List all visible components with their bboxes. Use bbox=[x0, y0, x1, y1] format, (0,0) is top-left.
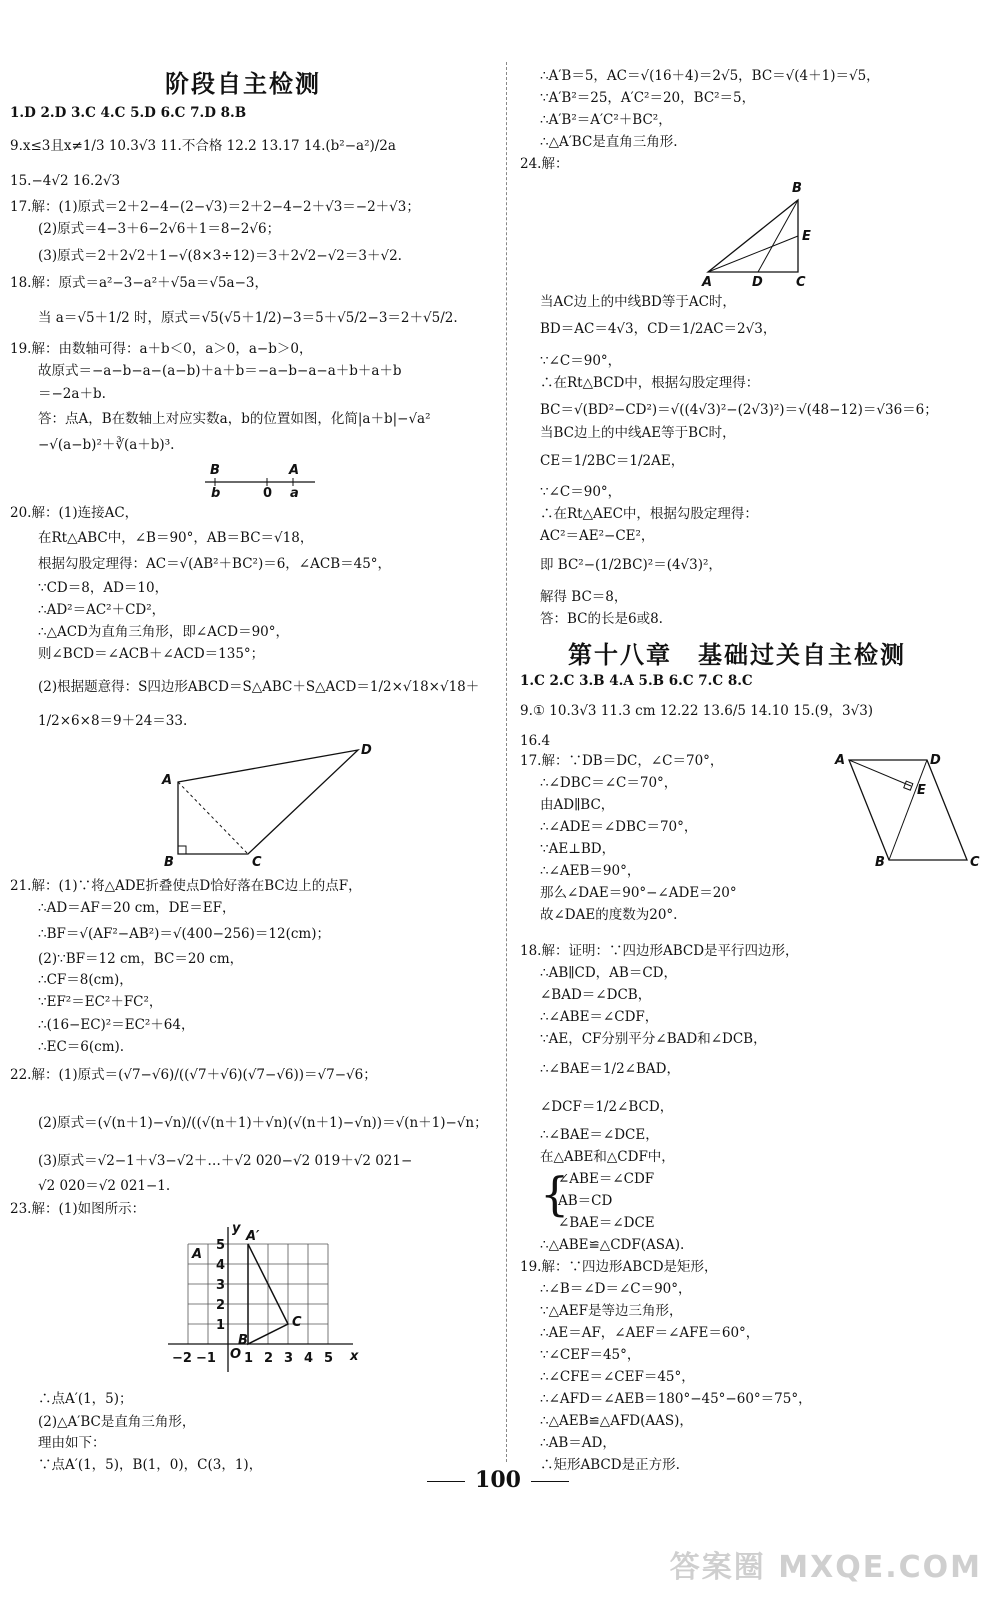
answer-line: 答：BC的长是6或8. bbox=[540, 611, 663, 627]
answer-line: √2 020＝√2 021−1. bbox=[38, 1178, 171, 1194]
answer-line: 当BC边上的中线AE等于BC时， bbox=[540, 425, 736, 441]
answer-line: CE＝1/2BC＝1/2AE， bbox=[540, 453, 685, 469]
answer-line: (2)根据题意得：S四边形ABCD＝S△ABC＋S△ACD＝1/2×√18×√18＋ bbox=[38, 679, 480, 695]
tick-label: 0 bbox=[263, 486, 273, 501]
answer-line: AC²＝AE²−CE²， bbox=[540, 528, 655, 544]
vertex-label: D bbox=[930, 753, 941, 768]
answer-line: ∴矩形ABCD是正方形. bbox=[540, 1457, 680, 1473]
page-number-dash bbox=[531, 1481, 569, 1482]
answer-line: 在△ABE和△CDF中， bbox=[540, 1149, 675, 1165]
answer-line: ∴AD²＝AC²＋CD²， bbox=[38, 602, 166, 618]
tick-label: 5 bbox=[324, 1351, 334, 1366]
parallelogram-figure bbox=[835, 748, 985, 873]
tick-label: 2 bbox=[216, 1298, 226, 1313]
answer-line: ∴∠ABE＝∠CDF， bbox=[540, 1009, 659, 1025]
answer-line: ∴∠CFE＝∠CEF＝45°， bbox=[540, 1369, 695, 1385]
tick-label: 4 bbox=[216, 1258, 226, 1273]
answer-line: ∴∠B＝∠D＝∠C＝90°， bbox=[540, 1281, 692, 1297]
answer-line: AB＝CD bbox=[558, 1193, 613, 1209]
origin-label: O bbox=[230, 1347, 242, 1362]
answer-line: ∴点A′(1，5)； bbox=[38, 1391, 133, 1407]
answer-line: ∴△AEB≌△AFD(AAS)， bbox=[540, 1413, 693, 1429]
answer-line: ∵∠CEF＝45°， bbox=[540, 1347, 641, 1363]
answer-line: ∵点A′(1，5)，B(1，0)，C(3，1)， bbox=[38, 1457, 263, 1473]
point-label: B bbox=[210, 463, 220, 478]
answer-line: ∴在Rt△AEC中，根据勾股定理得： bbox=[540, 506, 758, 522]
answer-line: 18.解：原式＝a²−3−a²＋√5a＝√5a−3， bbox=[10, 275, 268, 291]
answer-line: 根据勾股定理得：AC＝√(AB²＋BC²)＝6，∠ACB＝45°， bbox=[38, 556, 392, 572]
answer-line: ∴∠BAE＝1/2∠BAD， bbox=[540, 1061, 680, 1077]
tick-label: 3 bbox=[284, 1351, 294, 1366]
triangle-figure bbox=[700, 180, 840, 290]
vertex-label: C bbox=[970, 855, 980, 870]
tick-label: 3 bbox=[216, 1278, 226, 1293]
answer-line: ∴∠DBC＝∠C＝70°， bbox=[540, 775, 678, 791]
answer-line: ∵EF²＝EC²＋FC²， bbox=[38, 994, 163, 1010]
answer-line: ∴△ACD为直角三角形，即∠ACD＝90°， bbox=[38, 624, 290, 640]
page-number-dash bbox=[427, 1481, 465, 1482]
vertex-label: D bbox=[361, 743, 372, 758]
point-label: C bbox=[292, 1315, 302, 1330]
answer-line: (2)原式＝(√(n＋1)−√n)/((√(n＋1)＋√n)(√(n＋1)−√n))＝√(n＋1)−√n； bbox=[38, 1115, 488, 1131]
vertex-label: E bbox=[917, 783, 926, 798]
tick-label: 4 bbox=[304, 1351, 314, 1366]
answer-line: 答：点A，B在数轴上对应实数a，b的位置如图，化简|a＋b|−√a² bbox=[38, 411, 431, 427]
answer-line: ∠ABE＝∠CDF bbox=[558, 1171, 655, 1187]
answer-line: ∴A′B＝5，AC＝√(16＋4)＝2√5，BC＝√(4＋1)＝√5， bbox=[540, 68, 880, 84]
answer-line: (2)∵BF＝12 cm，BC＝20 cm， bbox=[38, 951, 244, 967]
answer-line: ∵AE⊥BD， bbox=[540, 841, 616, 857]
answer-line: 9.x≤3且x≠1/3 10.3√3 11.不合格 12.2 13.17 14.(b²−a²)/2a bbox=[10, 138, 396, 154]
vertex-label: A bbox=[702, 275, 713, 290]
answer-line: 1.C 2.C 3.B 4.A 5.B 6.C 7.C 8.C bbox=[520, 673, 753, 689]
page-number-text: 100 bbox=[475, 1467, 521, 1493]
answer-line: 9.① 10.3√3 11.3 cm 12.22 13.6/5 14.10 15.(9，3√3) bbox=[520, 703, 874, 719]
vertex-label: B bbox=[875, 855, 885, 870]
vertex-label: B bbox=[792, 181, 802, 196]
watermark: 答案圈 MXQE.COM bbox=[669, 1550, 982, 1585]
tick-label: 1 bbox=[244, 1351, 254, 1366]
answer-line: ∵AE，CF分别平分∠BAD和∠DCB， bbox=[540, 1031, 767, 1047]
answer-line: BD＝AC＝4√3，CD＝1/2AC＝2√3， bbox=[540, 321, 777, 337]
answer-line: ∴BF＝√(AF²−AB²)＝√(400−256)＝12(cm)； bbox=[38, 926, 330, 942]
answer-line: ∴∠AEB＝90°， bbox=[540, 863, 641, 879]
answer-line: ∵∠C＝90°， bbox=[540, 353, 622, 369]
vertex-label: A bbox=[162, 773, 173, 788]
answer-line: 故∠DAE的度数为20°. bbox=[540, 907, 678, 923]
point-label: B bbox=[238, 1333, 248, 1348]
answer-line: 15.−4√2 16.2√3 bbox=[10, 173, 121, 189]
answer-line: 1/2×6×8＝9＋24＝33. bbox=[38, 713, 188, 729]
axis-label: y bbox=[232, 1221, 241, 1236]
number-line-figure bbox=[205, 462, 335, 501]
vertex-label: C bbox=[252, 855, 262, 870]
answer-line: ∴AD＝AF＝20 cm，DE＝EF， bbox=[38, 900, 236, 916]
point-label: A bbox=[289, 463, 300, 478]
tick-label: 1 bbox=[216, 1318, 226, 1333]
answer-line: 当 a＝√5＋1/2 时，原式＝√5(√5＋1/2)−3＝5＋√5/2−3＝2＋√5/2. bbox=[38, 310, 458, 326]
answer-line: ∴AE＝AF，∠AEF＝∠AFE＝60°， bbox=[540, 1325, 760, 1341]
answer-line: ∵A′B²＝25，A′C²＝20，BC²＝5， bbox=[540, 90, 756, 106]
answer-line: ∴EC＝6(cm). bbox=[38, 1039, 125, 1055]
answer-line: 18.解：证明：∵四边形ABCD是平行四边形， bbox=[520, 943, 799, 959]
tick-label: −2 bbox=[172, 1351, 192, 1366]
answer-line: 22.解：(1)原式＝(√7−√6)/((√7＋√6)(√7−√6))＝√7−√6； bbox=[10, 1067, 377, 1083]
answer-line: 19.解：∵四边形ABCD是矩形， bbox=[520, 1259, 718, 1275]
answer-line: 1.D 2.D 3.C 4.C 5.D 6.C 7.D 8.B bbox=[10, 105, 247, 121]
answer-line: 17.解：(1)原式＝2＋2−4−(2−√3)＝2＋2−4−2＋√3＝−2＋√3； bbox=[10, 199, 420, 215]
answer-line: 则∠BCD＝∠ACB＋∠ACD＝135°； bbox=[38, 646, 265, 662]
answer-line: ＝−2a＋b. bbox=[38, 386, 106, 402]
answer-line: 20.解：(1)连接AC， bbox=[10, 505, 139, 521]
quadrilateral-figure bbox=[158, 742, 378, 872]
tick-label: a bbox=[290, 486, 299, 501]
answer-line: ∵△AEF是等边三角形， bbox=[540, 1303, 683, 1319]
vertex-label: A bbox=[835, 753, 846, 768]
answer-line: ∴∠AFD＝∠AEB＝180°−45°−60°＝75°， bbox=[540, 1391, 812, 1407]
answer-line: (3)原式＝2＋2√2＋1−√(8×3÷12)＝3＋2√2−√2＝3＋√2. bbox=[38, 248, 402, 264]
answer-line: (2)原式＝4−3＋6−2√6＋1＝8−2√6； bbox=[38, 221, 281, 237]
answer-line: 16.4 bbox=[520, 733, 551, 749]
answer-line: ∵CD＝8，AD＝10， bbox=[38, 580, 169, 596]
answer-line: BC＝√(BD²−CD²)＝√((4√3)²−(2√3)²)＝√(48−12)＝√36＝6； bbox=[540, 402, 938, 418]
answer-line: 19.解：由数轴可得：a＋b＜0，a＞0，a−b＞0， bbox=[10, 341, 313, 357]
answer-line: ∵∠C＝90°， bbox=[540, 484, 622, 500]
answer-line: 解得 BC＝8， bbox=[540, 589, 628, 605]
answer-line: ∴AB∥CD，AB＝CD， bbox=[540, 965, 677, 981]
answer-line: ∴在Rt△BCD中，根据勾股定理得： bbox=[540, 375, 760, 391]
answer-line: ∠BAD＝∠DCB， bbox=[540, 987, 652, 1003]
answer-line: ∠BAE＝∠DCE bbox=[558, 1215, 655, 1231]
answer-line: ∴△A′BC是直角三角形. bbox=[540, 134, 678, 150]
vertex-label: C bbox=[796, 275, 806, 290]
answer-line: 当AC边上的中线BD等于AC时， bbox=[540, 294, 736, 310]
answer-line: ∠DCF＝1/2∠BCD， bbox=[540, 1099, 674, 1115]
answer-line: 故原式＝−a−b−a−(a−b)＋a＋b＝−a−b−a−a＋b＋a＋b bbox=[38, 363, 402, 379]
section-title-chapter-18: 第十八章 基础过关自主检测 bbox=[568, 641, 906, 669]
answer-line: ∴∠BAE＝∠DCE， bbox=[540, 1127, 659, 1143]
brace-icon: { bbox=[540, 1167, 570, 1221]
answer-line: ∴A′B²＝A′C²＋BC²， bbox=[540, 112, 672, 128]
answer-line: ∴(16−EC)²＝EC²＋64， bbox=[38, 1017, 195, 1033]
answer-line: 理由如下： bbox=[38, 1435, 106, 1451]
answer-line: (2)△A′BC是直角三角形， bbox=[38, 1414, 196, 1430]
answer-line: ∴AB＝AD， bbox=[540, 1435, 616, 1451]
answer-line: 23.解：(1)如图所示： bbox=[10, 1201, 146, 1217]
column-divider bbox=[506, 62, 507, 1462]
vertex-label: D bbox=[752, 275, 763, 290]
answer-line: 24.解： bbox=[520, 156, 569, 172]
coordinate-grid-figure bbox=[168, 1222, 368, 1382]
point-label: A′ bbox=[246, 1229, 260, 1244]
section-title-stage-test: 阶段自主检测 bbox=[165, 70, 321, 98]
tick-label: 5 bbox=[216, 1238, 226, 1253]
vertex-label: B bbox=[164, 855, 174, 870]
tick-label: 2 bbox=[264, 1351, 274, 1366]
answer-line: 17.解：∵DB＝DC，∠C＝70°， bbox=[520, 753, 724, 769]
axis-label: x bbox=[350, 1349, 359, 1364]
point-label: A bbox=[192, 1247, 203, 1262]
answer-line: ∴CF＝8(cm)， bbox=[38, 972, 133, 988]
answer-line: −√(a−b)²＋∛(a＋b)³. bbox=[38, 437, 175, 453]
tick-label: −1 bbox=[196, 1351, 216, 1366]
page-number bbox=[0, 1467, 996, 1493]
answer-line: 由AD∥BC， bbox=[540, 797, 615, 813]
answer-line: 21.解：(1)∵将△ADE折叠使点D恰好落在BC边上的点F， bbox=[10, 878, 362, 894]
tick-label: b bbox=[211, 486, 221, 501]
answer-line: (3)原式＝√2−1＋√3−√2＋…＋√2 020−√2 019＋√2 021− bbox=[38, 1153, 413, 1169]
answer-line: 那么∠DAE＝90°−∠ADE＝20° bbox=[540, 885, 737, 901]
answer-line: ∴∠ADE＝∠DBC＝70°， bbox=[540, 819, 698, 835]
vertex-label: E bbox=[802, 229, 811, 244]
answer-line: 在Rt△ABC中，∠B＝90°，AB＝BC＝√18， bbox=[38, 530, 314, 546]
answer-line: ∴△ABE≌△CDF(ASA). bbox=[540, 1237, 685, 1253]
answer-line: 即 BC²−(1/2BC)²＝(4√3)²， bbox=[540, 557, 722, 573]
